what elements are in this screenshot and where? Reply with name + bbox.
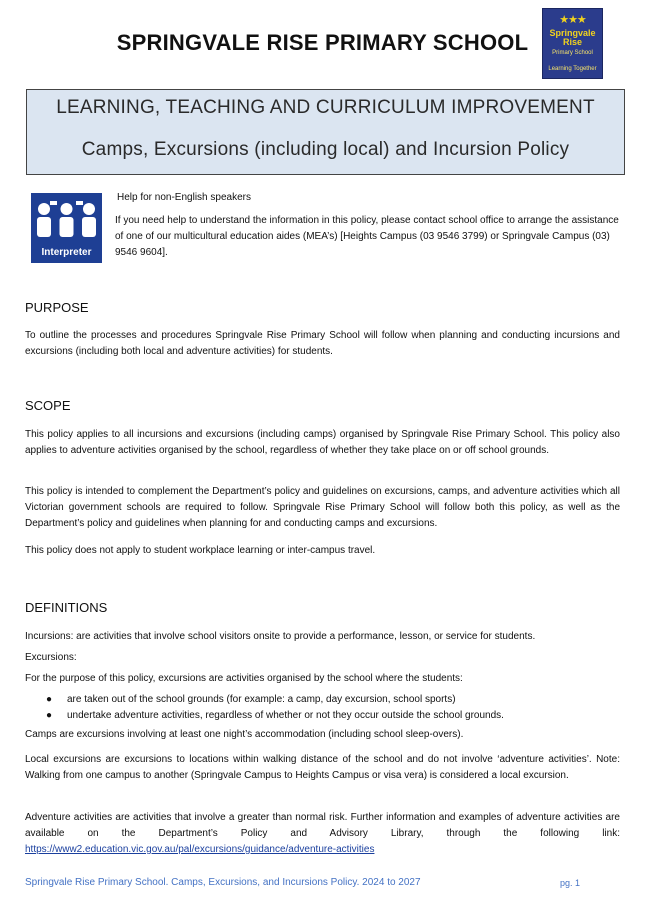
help-title: Help for non-English speakers bbox=[117, 192, 251, 203]
adventure-activities-link[interactable]: https://www2.education.vic.gov.au/pal/excursions/guidance/adventure-activities bbox=[25, 844, 375, 855]
policy-banner bbox=[26, 89, 625, 175]
purpose-heading: PURPOSE bbox=[25, 300, 89, 315]
bullet-icon: ● bbox=[46, 710, 53, 721]
page-number: pg. 1 bbox=[560, 878, 581, 888]
logo-line-3: Primary School bbox=[552, 50, 593, 57]
local-excursions-definition: Local excursions are excursions to locations within walking distance of the school and do not involve ‘adventure activities’. Note: Walking from one campus to another (Springvale Campus to Heights Campus or visa vera) is considered a local excursion. bbox=[25, 754, 620, 781]
logo-line-1: Springvale bbox=[549, 27, 596, 38]
interpreter-icon bbox=[31, 193, 102, 263]
star-icon: ★★★ bbox=[559, 14, 586, 26]
excursions-label: Excursions: bbox=[25, 652, 77, 663]
adventure-text: Adventure activities are activities that involve a greater than normal risk. Further information and examples of adventure activities are available on the Department’s Policy and Advisory Library, through the following link: bbox=[25, 812, 620, 839]
people-icon bbox=[31, 197, 102, 243]
logo-tagline: Learning Together bbox=[548, 65, 597, 72]
scope-paragraph-1: This policy applies to all incursions and excursions (including camps) organised by Springvale Rise Primary School. This policy also applies to adventure activities organised by the school, regardless of whether they take place on or off school grounds. bbox=[25, 429, 620, 456]
school-logo bbox=[542, 8, 603, 79]
footer-text: Springvale Rise Primary School. Camps, Excursions, and Incursions Policy. 2024 to 2027 bbox=[25, 877, 421, 888]
list-item bbox=[25, 708, 620, 724]
bullet-icon: ● bbox=[46, 694, 53, 705]
help-text: If you need help to understand the information in this policy, please contact school office to arrange the assistance of one of our multicultural education aides (MEA’s) [Heights Campus (03 9546 3799) or Springvale Campus (03) 9546 9604]. bbox=[115, 215, 619, 258]
scope-paragraph-3: This policy does not apply to student workplace learning or inter-campus travel. bbox=[25, 545, 376, 556]
logo-line-2: Rise bbox=[562, 36, 582, 47]
excursions-bullet-list bbox=[25, 692, 620, 724]
excursions-intro: For the purpose of this policy, excursions are activities organised by the school where the students: bbox=[25, 673, 463, 684]
incursions-definition: Incursions: are activities that involve school visitors onsite to provide a performance, lesson, or service for students. bbox=[25, 631, 536, 642]
bullet-text: undertake adventure activities, regardless of whether or not they occur outside the school grounds. bbox=[67, 710, 504, 721]
list-item bbox=[25, 692, 620, 708]
definitions-heading: DEFINITIONS bbox=[25, 600, 108, 615]
scope-paragraph-2: This policy is intended to complement the Department’s policy and guidelines on excursions, camps, and adventure activities which all Victorian government schools are required to follow. Springvale Rise Primary School will follow both this policy, as well as the Department’s policy and guidelines when planning for and conducting camps and excursions. bbox=[25, 486, 620, 529]
interpreter-label: Interpreter bbox=[41, 247, 92, 258]
adventure-activities-definition bbox=[25, 810, 620, 858]
school-title: SPRINGVALE RISE PRIMARY SCHOOL bbox=[116, 30, 529, 55]
purpose-text: To outline the processes and procedures Springvale Rise Primary School will follow when planning and conducting incursions and excursions (including both local and adventure activities) for students. bbox=[25, 330, 620, 357]
bullet-text: are taken out of the school grounds (for example: a camp, day excursion, school sports) bbox=[67, 694, 456, 705]
banner-policy-title: Camps, Excursions (including local) and Incursion Policy bbox=[81, 139, 570, 160]
banner-category: LEARNING, TEACHING AND CURRICULUM IMPROVEMENT bbox=[56, 97, 595, 118]
camps-definition: Camps are excursions involving at least one night’s accommodation (including school sleep-overs). bbox=[25, 729, 464, 740]
scope-heading: SCOPE bbox=[25, 398, 71, 413]
